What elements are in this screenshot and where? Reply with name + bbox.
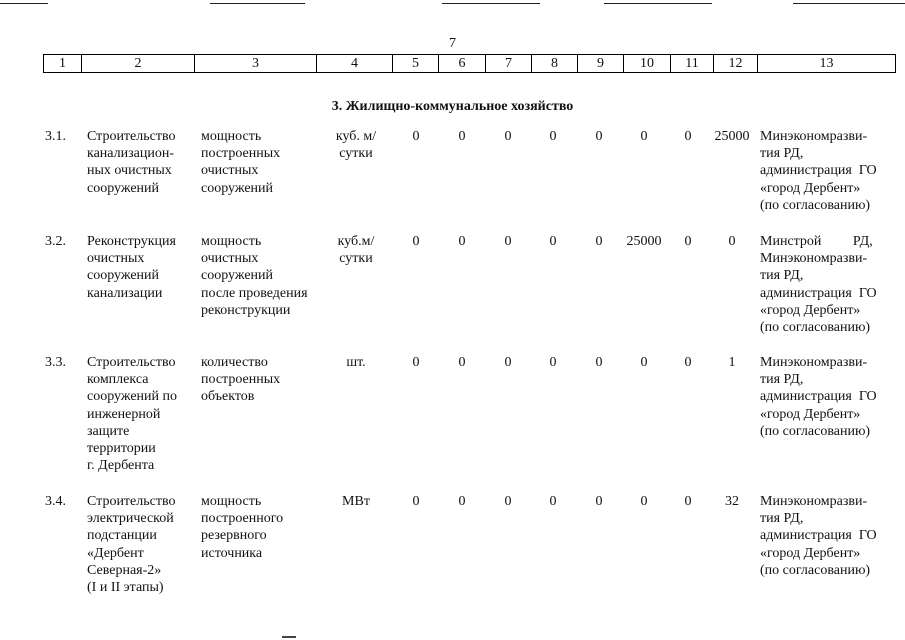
unit [324,354,388,371]
activity-name-line: сооружений [87,268,160,284]
responsible [760,493,886,579]
responsible-line: тия РД, [760,146,804,162]
activity-name [87,354,197,474]
activity-name-line: сооружений [87,180,160,196]
row-number: 3.4. [45,494,66,509]
unit [324,233,388,267]
value-cell: 0 [412,129,420,144]
header-col-9: 9 [578,55,624,73]
row-number: 3.1. [45,129,66,144]
header-col-4: 4 [317,55,393,73]
responsible-line: Минэкономразви- [760,129,868,144]
indicator [201,493,321,562]
value-cell: 0 [504,494,512,509]
header-col-11: 11 [671,55,714,73]
indicator [201,233,321,319]
top-rule-right [793,3,905,4]
activity-name-line: Строительство [87,129,176,144]
row-number: 3.2. [45,234,66,249]
value-cell: 0 [458,494,466,509]
top-rule-mid-right [604,3,712,4]
value-cell: 32 [725,494,739,509]
responsible-line: (по согласованию) [760,197,871,213]
unit [324,493,388,510]
unit [324,128,388,162]
value-cell: 0 [684,494,692,509]
activity-name-line: сооружений по [87,389,178,405]
value-cell: 0 [504,355,512,370]
value-cell: 0 [458,355,466,370]
activity-name-line: защите [87,423,130,439]
activity-name-line: г. Дербента [87,458,155,474]
responsible-line: Минэкономразви- [760,251,868,267]
value-cell: 0 [684,355,692,370]
value-cell: 0 [412,355,420,370]
value-cell: 0 [549,494,557,509]
value-cell: 0 [504,129,512,144]
header-col-3: 3 [195,55,317,73]
value-cell: 0 [412,494,420,509]
activity-name-line: «Дербент [87,545,144,561]
responsible-line: «город Дербент» [760,545,861,561]
value-cell: 0 [458,234,466,249]
indicator-line: объектов [201,389,255,405]
value-cell: 0 [595,129,603,144]
indicator-line: мощность [201,129,262,144]
activity-name [87,128,197,197]
value-cell: 0 [549,234,557,249]
value-cell: 0 [640,494,648,509]
indicator-line: очистных [201,163,259,179]
responsible-line: «город Дербент» [760,302,861,318]
activity-name-line: инженерной [87,406,161,422]
row-number: 3.3. [45,355,66,370]
top-rule-mid-left [210,3,305,4]
activity-name-line: Реконструкция [87,234,176,249]
header-col-8: 8 [532,55,578,73]
value-cell: 0 [412,234,420,249]
indicator-line: мощность [201,494,262,509]
unit-line: куб. м/ [335,129,377,144]
value-cell: 0 [595,494,603,509]
activity-name-line: ных очистных [87,163,172,179]
activity-name-line: территории [87,441,156,457]
responsible-line: Минстрой РД, [760,234,873,249]
indicator-line: построенного [201,511,284,527]
activity-name-line: (I и II этапы) [87,580,164,596]
indicator [201,354,321,406]
responsible [760,354,886,440]
activity-name [87,493,197,596]
indicator-line: после проведения [201,285,308,301]
header-col-6: 6 [439,55,486,73]
activity-name [87,233,197,302]
responsible-line: Минэкономразви- [760,494,868,509]
unit-line: сутки [339,251,373,267]
unit-line: МВт [342,494,370,509]
activity-name-line: канализации [87,285,163,301]
header-col-10: 10 [624,55,671,73]
responsible [760,233,886,336]
indicator-line: сооружений [201,268,274,284]
unit-line: сутки [339,146,373,162]
indicator-line: построенных [201,146,281,162]
top-rule-left [0,3,48,4]
responsible-line: тия РД, [760,268,804,284]
indicator-line: мощность [201,234,262,249]
value-cell: 0 [684,234,692,249]
indicator-line: источника [201,545,263,561]
activity-name-line: подстанции [87,528,157,544]
responsible-line: администрация ГО [760,528,877,544]
value-cell: 25000 [626,234,662,249]
activity-name-line: электрической [87,511,174,527]
top-rule-mid [442,3,540,4]
responsible-line: администрация ГО [760,389,877,405]
value-cell: 0 [595,234,603,249]
indicator [201,128,321,197]
activity-name-line: очистных [87,251,145,267]
section-title: 3. Жилищно-коммунальное хозяйство [331,99,574,114]
indicator-line: резервного [201,528,267,544]
responsible-line: администрация ГО [760,163,877,179]
value-cell: 1 [728,355,736,370]
activity-name-line: комплекса [87,372,149,388]
value-cell: 0 [458,129,466,144]
activity-name-line: Строительство [87,355,176,370]
value-cell: 0 [640,355,648,370]
unit-line: шт. [346,355,366,370]
indicator-line: количество [201,355,268,370]
value-cell: 25000 [714,129,750,144]
header-col-5: 5 [393,55,439,73]
responsible [760,128,886,214]
value-cell: 0 [595,355,603,370]
indicator-line: очистных [201,251,259,267]
header-col-2: 2 [82,55,195,73]
indicator-line: построенных [201,372,281,388]
value-cell: 0 [549,355,557,370]
responsible-line: «город Дербент» [760,406,861,422]
value-cell: 0 [684,129,692,144]
column-number-header [43,54,896,73]
header-col-7: 7 [486,55,532,73]
activity-name-line: Строительство [87,494,176,509]
responsible-line: тия РД, [760,511,804,527]
responsible-line: администрация ГО [760,285,877,301]
indicator-line: реконструкции [201,302,291,318]
indicator-line: сооружений [201,180,274,196]
page-number: 7 [449,36,456,51]
bottom-mark [282,636,296,638]
responsible-line: (по согласованию) [760,320,871,336]
header-col-12: 12 [714,55,758,73]
responsible-line: (по согласованию) [760,423,871,439]
value-cell: 0 [549,129,557,144]
unit-line: куб.м/ [337,234,375,249]
responsible-line: Минэкономразви- [760,355,868,370]
header-col-13: 13 [758,55,896,73]
header-col-1: 1 [44,55,82,73]
activity-name-line: канализацион- [87,146,174,162]
activity-name-line: Северная-2» [87,562,162,578]
responsible-line: «город Дербент» [760,180,861,196]
responsible-line: (по согласованию) [760,562,871,578]
responsible-line: тия РД, [760,372,804,388]
value-cell: 0 [640,129,648,144]
value-cell: 0 [728,234,736,249]
value-cell: 0 [504,234,512,249]
